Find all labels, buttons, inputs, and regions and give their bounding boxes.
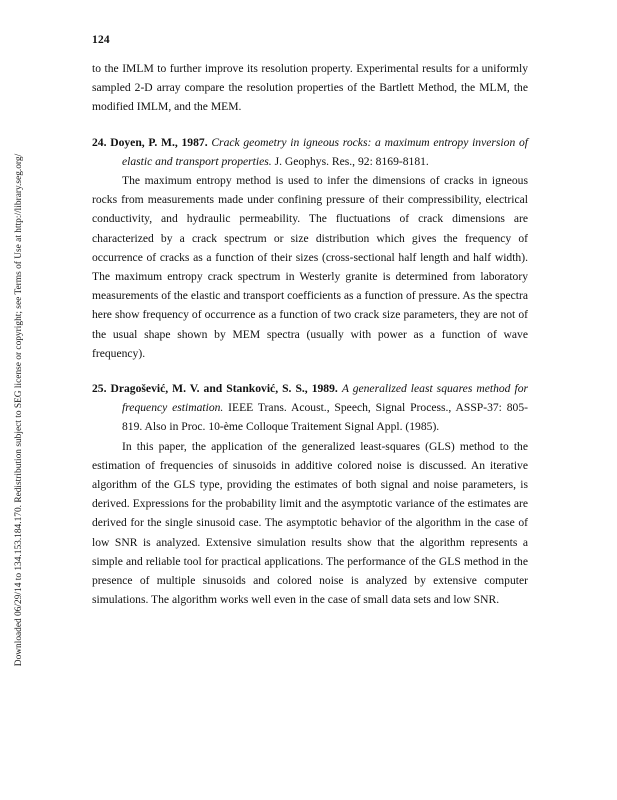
continuation-paragraph: to the IMLM to further improve its resolution property. Experimental results for a uniformly sampled 2-D array compare the resolution properties of the Bartlett Method, the MLM, the modified IMLM, and the MEM.	[92, 62, 528, 114]
entry-authors: 25. Dragošević, M. V. and Stanković, S. S., 1989.	[92, 382, 338, 396]
entry-title: Crack geometry in igneous rocks: a maximum entropy inversion of elastic and transport properties.	[122, 135, 528, 168]
entry-abstract: In this paper, the application of the generalized least-squares (GLS) method to the estimation of frequencies of sinusoids in additive colored noise is discussed. An iterative algorithm of the GLS type, providing the estimates of both signal and noise parameters, is derived. Expressions for the probability limit and the asymptotic variance of the estimates are derived for the single sinusoid case. The asymptotic behavior of the algorithm in the case of low SNR is analyzed. Extensive simulation results show that the algorithm represents a simple and reliable tool for practical applications. The performance of the GLS method in the presence of multiple sinusoids and colored noise is analyzed by extensive computer simulations. The algorithm works well even in the case of small data sets and low SNR.	[92, 439, 528, 607]
page-body	[92, 59, 528, 609]
entry-citation: J. Geophys. Res., 92: 8169-8181.	[274, 154, 429, 168]
reference-entry-24	[92, 133, 528, 363]
entry-heading	[92, 133, 528, 171]
reference-entry-25	[92, 379, 528, 609]
entry-heading	[92, 379, 528, 437]
page-number: 124	[92, 34, 110, 46]
entry-authors: 24. Doyen, P. M., 1987.	[92, 135, 208, 149]
download-side-note: Downloaded 06/29/14 to 134.153.184.170. Redistribution subject to SEG license or copyright; see Terms of Use at http://library.seg.org/	[14, 153, 24, 667]
entry-citation: IEEE Trans. Acoust., Speech, Signal Process., ASSP-37: 805-819. Also in Proc. 10-ème Colloque Traitement Signal Appl. (1985).	[122, 401, 528, 434]
entry-abstract: The maximum entropy method is used to infer the dimensions of cracks in igneous rocks from measurements made under confining pressure of their compressibility, electrical conductivity, and hydraulic permeability. The fluctuations of crack dimensions are characterized by a crack spectrum or size distribution which gives the frequency of occurrence of cracks as a function of their sizes (cross-sectional half length and half width). The maximum entropy crack spectrum in Westerly granite is determined from laboratory measurements of the elastic and transport coefficients as a function of pressure. As the spectra here show frequency of occurrence as a function of two crack size parameters, they are not of the usual shape shown by MEM spectra (usually with power as a function of wave frequency).	[92, 174, 529, 360]
entry-title: A generalized least squares method for frequency estimation.	[122, 382, 528, 415]
